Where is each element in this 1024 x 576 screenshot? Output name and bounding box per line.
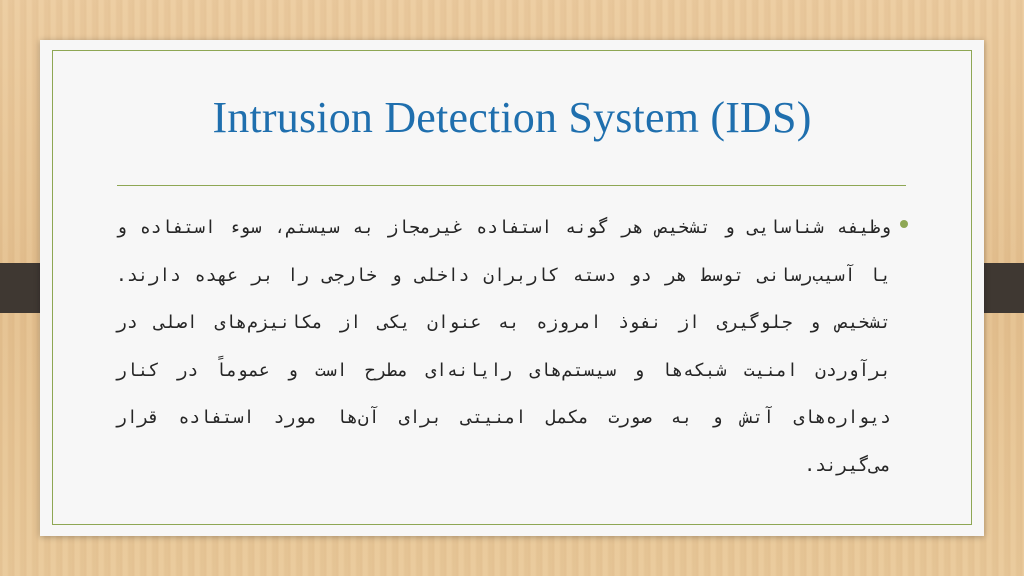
bullet-text: وظیفه شناسایی و تشخیص هر گونه استفاده غیرمجاز به سیستم، سوء استفاده و یا آسیب‌رسانی توسط هر دو دسته کاربران داخلی و خارجی را بر عهده دارند. تشخیص و جلوگیری از نفوذ امروزه به عنوان یکی از مکانیزم‌های اصلی در برآوردن امنیت شبکه‌ها و سیستم‌های رایانه‌ای مطرح است و عموماً در کنار دیواره‌های آتش و به صورت مکمل امنیتی برای آن‌ها مورد استفاده قرار می‌گیرند. [116, 217, 891, 476]
slide-card [40, 40, 984, 536]
title-divider [117, 185, 906, 186]
bullet-dot-icon [900, 220, 908, 228]
slide-title: Intrusion Detection System (IDS) [212, 93, 812, 142]
